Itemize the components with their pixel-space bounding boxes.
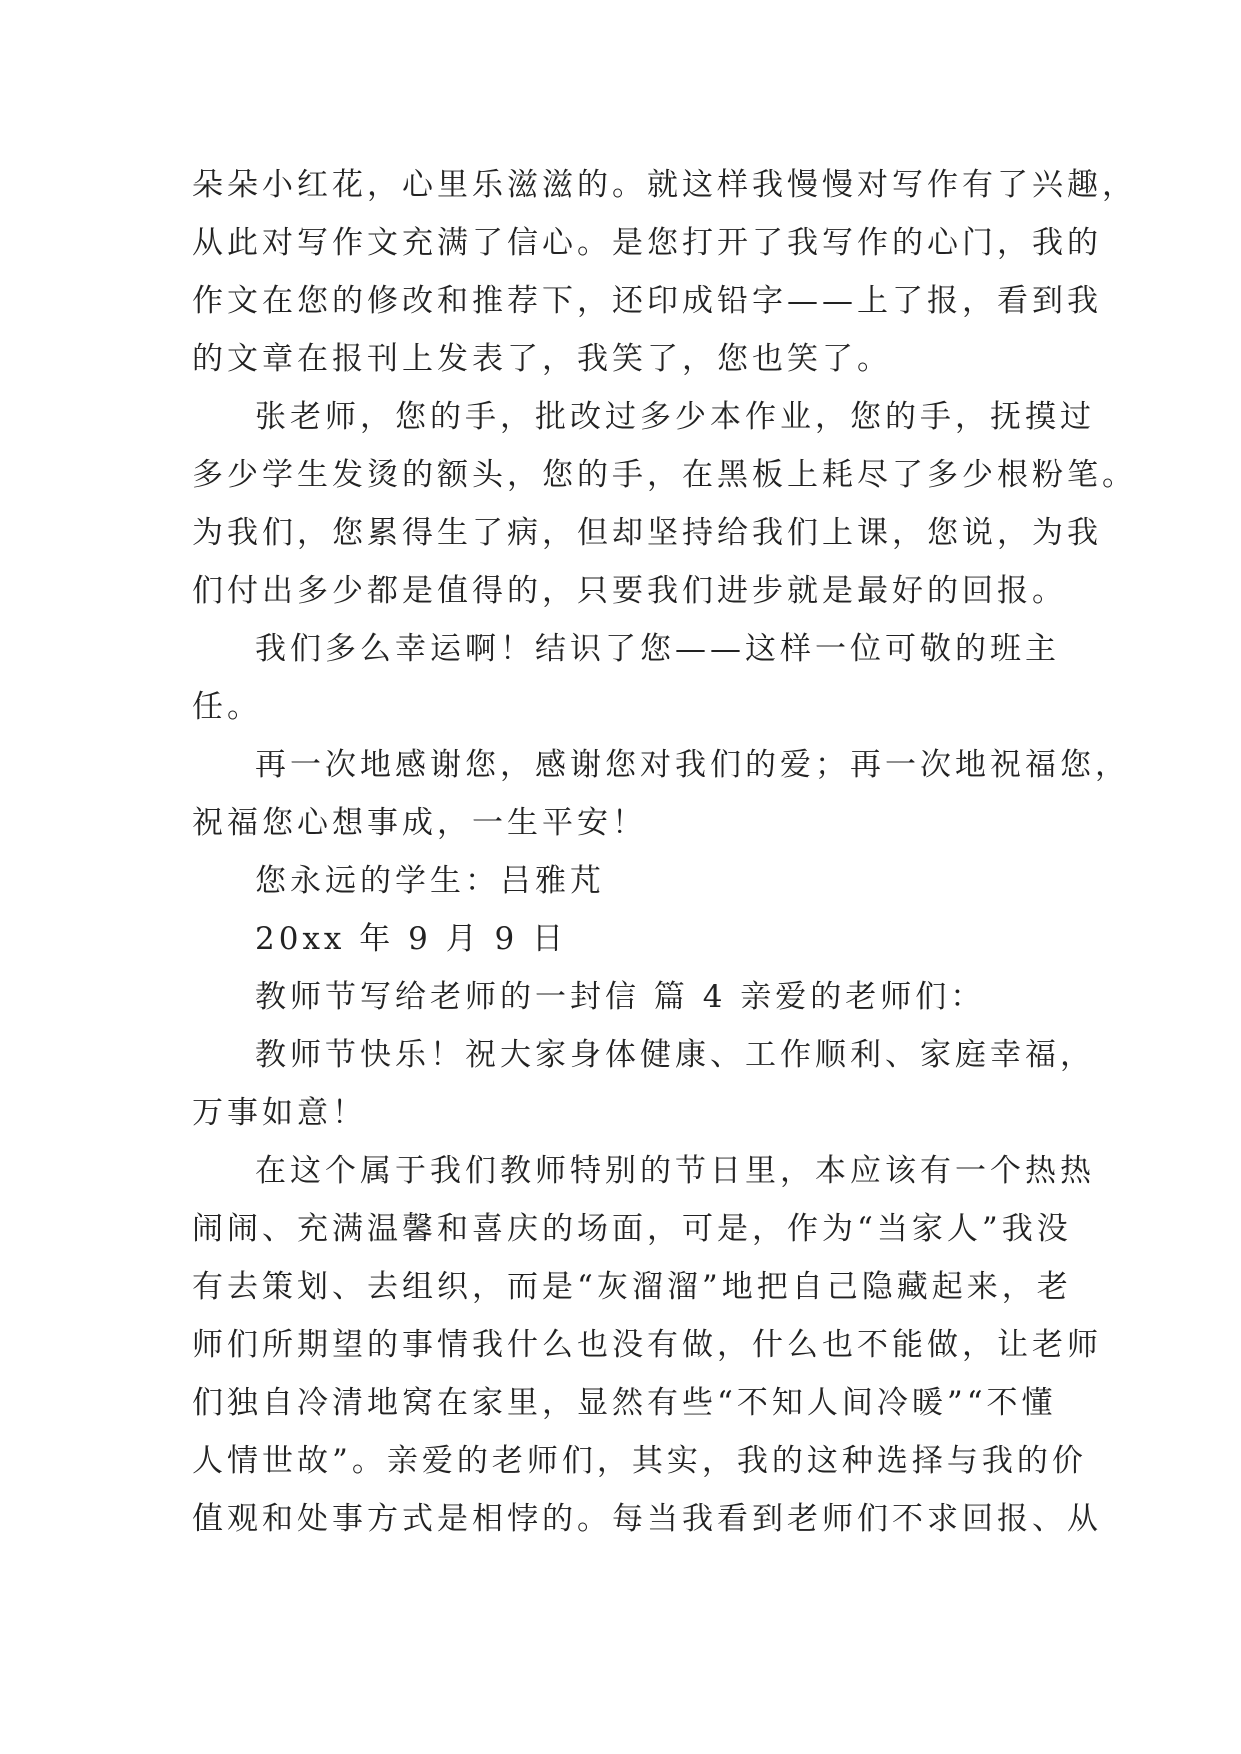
text-line: 朵朵小红花，心里乐滋滋的。就这样我慢慢对写作有了兴趣， [192, 167, 1137, 203]
text-line: 教师节快乐！祝大家身体健康、工作顺利、家庭幸福， [255, 1037, 1095, 1073]
text-line: 有去策划、去组织，而是“灰溜溜”地把自己隐藏起来，老 [192, 1269, 1072, 1305]
text-line: 任。 [192, 689, 262, 725]
text-line: 为我们，您累得生了病，但却坚持给我们上课，您说，为我 [192, 515, 1102, 551]
text-line: 祝福您心想事成，一生平安！ [192, 805, 647, 841]
section-heading: 教师节写给老师的一封信 篇 4 亲爱的老师们： [255, 979, 986, 1015]
text-line: 万事如意！ [192, 1095, 367, 1131]
text-line: 从此对写作文充满了信心。是您打开了我写作的心门，我的 [192, 225, 1102, 261]
text-line: 的文章在报刊上发表了，我笑了，您也笑了。 [192, 341, 892, 377]
text-line: 们付出多少都是值得的，只要我们进步就是最好的回报。 [192, 573, 1067, 609]
text-line: 师们所期望的事情我什么也没有做，什么也不能做，让老师 [192, 1327, 1102, 1363]
text-line: 闹闹、充满温馨和喜庆的场面，可是，作为“当家人”我没 [192, 1211, 1072, 1247]
date-line: 20xx 年 9 月 9 日 [255, 921, 568, 957]
text-line: 再一次地感谢您，感谢您对我们的爱；再一次地祝福您， [255, 747, 1130, 783]
text-line: 我们多么幸运啊！结识了您——这样一位可敬的班主 [255, 631, 1060, 667]
letter-body [192, 156, 1137, 1548]
text-line: 多少学生发烫的额头，您的手，在黑板上耗尽了多少根粉笔。 [192, 457, 1137, 493]
text-line: 值观和处事方式是相悖的。每当我看到老师们不求回报、从 [192, 1501, 1102, 1537]
text-line: 人情世故”。亲爱的老师们，其实，我的这种选择与我的价 [192, 1443, 1087, 1479]
text-line: 作文在您的修改和推荐下，还印成铅字——上了报，看到我 [192, 283, 1102, 319]
text-line: 张老师，您的手，批改过多少本作业，您的手，抚摸过 [255, 399, 1095, 435]
text-line: 们独自冷清地窝在家里，显然有些“不知人间冷暖”“不懂 [192, 1385, 1057, 1421]
text-line: 在这个属于我们教师特别的节日里，本应该有一个热热 [255, 1153, 1095, 1189]
signature-line: 您永远的学生：吕雅芃 [255, 863, 605, 899]
